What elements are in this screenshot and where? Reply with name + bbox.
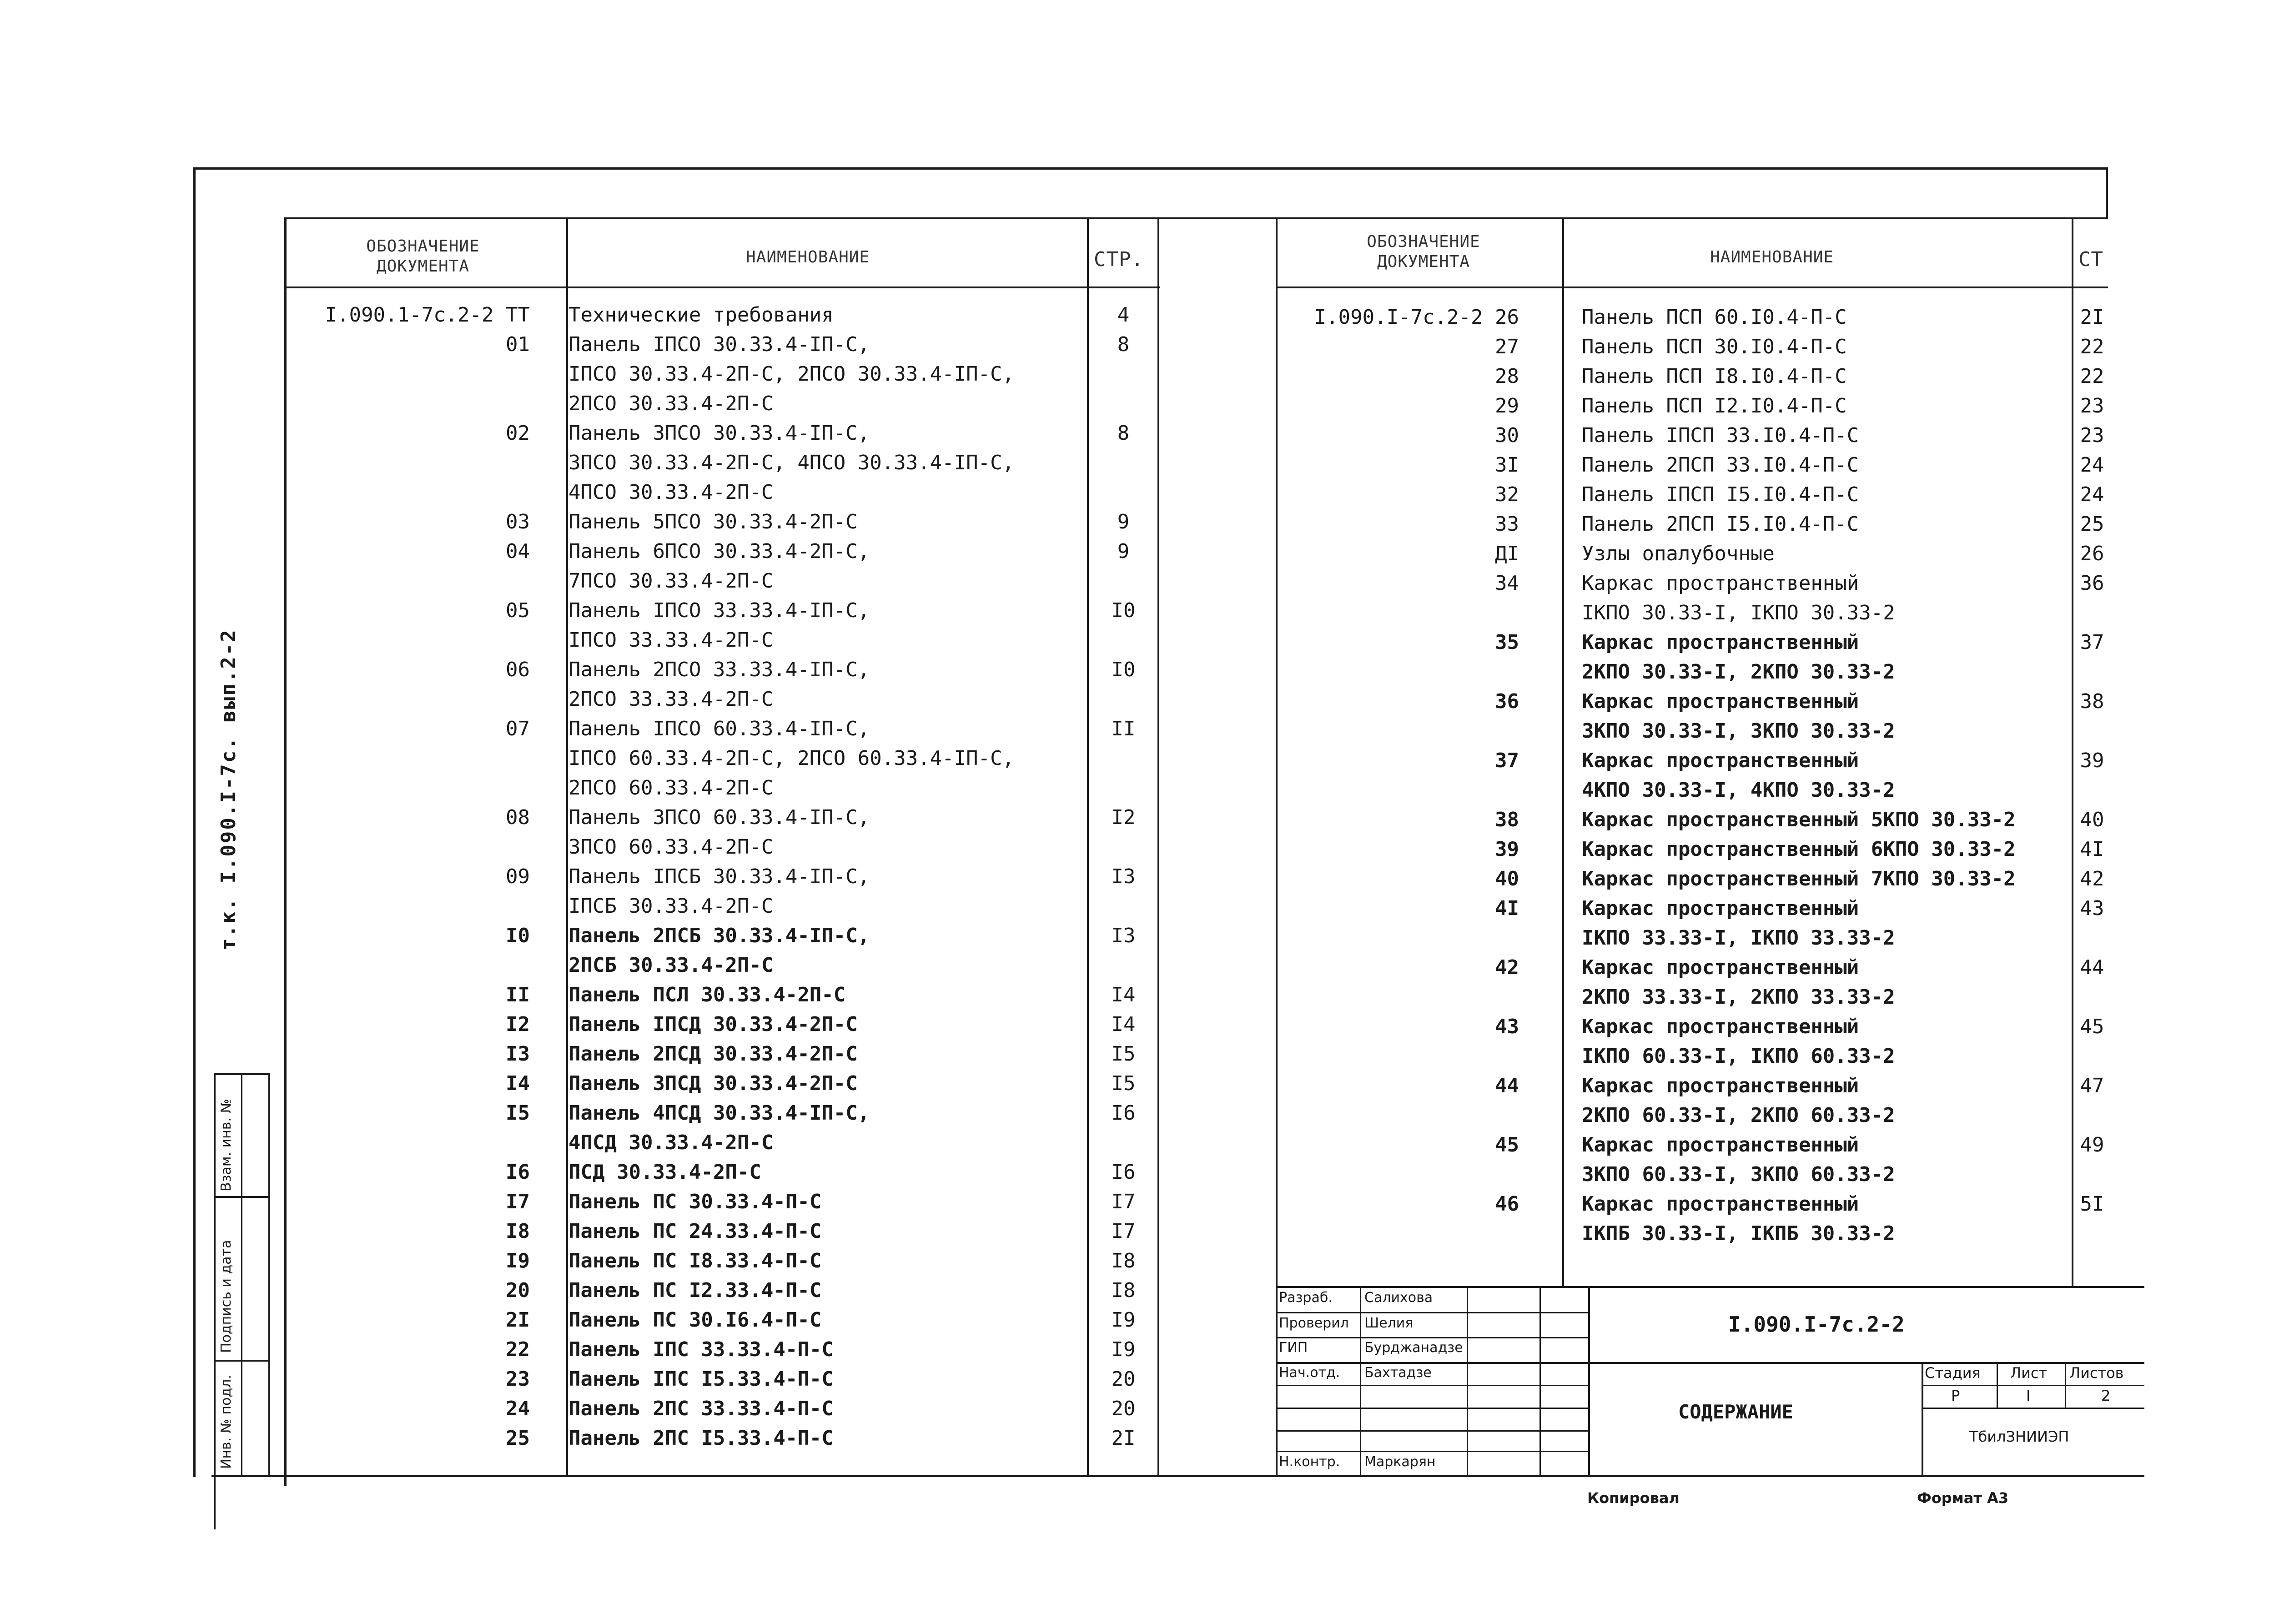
row-page: 40 [2080, 808, 2104, 831]
row-name-line: Панель ПС I8.33.4-П-С [568, 1249, 822, 1272]
row-name-line: Панель IПСО 30.33.4-IП-С, [568, 333, 870, 356]
tb-person: Шелия [1364, 1315, 1414, 1331]
tb-person: Маркарян [1364, 1454, 1436, 1470]
row-code: 20 [506, 1279, 530, 1302]
tb-stage-left [1922, 1362, 1923, 1475]
sheet-label: Лист [2010, 1364, 2048, 1382]
document-code: I.090.I-7с.2-2 [1728, 1312, 1905, 1337]
left-col-div2 [1087, 217, 1089, 1475]
tb-row3 [1276, 1362, 2144, 1364]
side-stamp-label-2: Подпись и дата [218, 1240, 234, 1353]
row-code: I5 [506, 1101, 530, 1125]
tb-col3 [1539, 1286, 1541, 1475]
row-code: 22 [506, 1338, 530, 1361]
row-page: I5 [1111, 1042, 1136, 1066]
row-page: 42 [2080, 867, 2104, 890]
row-code: I9 [506, 1249, 530, 1272]
row-page: II [1111, 717, 1136, 740]
row-name-line: Панель 3ПСО 30.33.4-IП-С, [568, 422, 870, 445]
tb-stage-col1 [1997, 1362, 1998, 1408]
tb-person: Бурджанадзе [1364, 1340, 1463, 1356]
row-code: I0 [506, 924, 530, 947]
tb-role: Проверил [1279, 1315, 1349, 1331]
row-code: 44 [1495, 1074, 1519, 1097]
row-code: 23 [506, 1368, 530, 1391]
row-code: 09 [506, 865, 530, 888]
row-name-line: Панель 2ПСБ 30.33.4-IП-С, [568, 924, 870, 947]
row-name-line: 2ПСО 30.33.4-2П-С [568, 392, 774, 415]
row-name-line: IПСО 30.33.4-2П-С, 2ПСО 30.33.4-IП-С, [568, 362, 1015, 386]
tb-row6 [1276, 1430, 1590, 1432]
row-name-line: Каркас пространственный [1582, 956, 1859, 979]
row-code: 05 [506, 599, 530, 622]
tb-person: Бахтадзе [1364, 1365, 1432, 1381]
row-page: I7 [1111, 1220, 1136, 1243]
right-header-name: НАИМЕНОВАНИЕ [1710, 248, 1834, 266]
row-name-line: Панель IПС 33.33.4-П-С [568, 1338, 834, 1361]
right-col-div2 [2072, 217, 2073, 1286]
tb-role: Нач.отд. [1279, 1365, 1340, 1381]
left-col-div1 [566, 217, 568, 1475]
row-page: 36 [2080, 572, 2104, 595]
row-name-line: Каркас пространственный 6КПО 30.33-2 [1582, 838, 2016, 861]
tb-role: Разраб. [1279, 1290, 1333, 1306]
row-code: 42 [1495, 956, 1519, 979]
row-name-line: ПСД 30.33.4-2П-С [568, 1161, 761, 1184]
row-page: 4I [2080, 838, 2104, 861]
row-code: 27 [1495, 335, 1519, 358]
left-header-designation: ОБОЗНАЧЕНИЕ ДОКУМЕНТА [366, 237, 480, 276]
row-code: I7 [506, 1190, 530, 1213]
row-name-line: Каркас пространственный [1582, 1015, 1859, 1038]
row-code: 07 [506, 717, 530, 740]
row-name-line: Панель 2ПСО 33.33.4-IП-С, [568, 658, 870, 681]
row-code: 01 [506, 333, 530, 356]
row-name-line: Панель ПСП I2.I0.4-П-С [1582, 394, 1847, 417]
side-stamp-mid [241, 1073, 242, 1475]
row-name-line: Панель 2ПСП 33.I0.4-П-С [1582, 453, 1859, 477]
row-page: I4 [1111, 1013, 1136, 1036]
row-code: 2I [506, 1308, 530, 1332]
row-code: I2 [506, 1013, 530, 1036]
row-name-line: Панель ПСЛ 30.33.4-2П-С [568, 983, 846, 1006]
tb-stage-row2 [1922, 1408, 2144, 1409]
row-code: I.090.I-7с.2-2 26 [1314, 306, 1519, 329]
row-name-line: 2КПО 60.33-I, 2КПО 60.33-2 [1582, 1104, 1895, 1127]
row-code: 03 [506, 510, 530, 533]
tb-col4 [1588, 1286, 1590, 1475]
row-code: 29 [1495, 394, 1519, 417]
row-name-line: Каркас пространственный [1582, 749, 1859, 772]
row-name-line: 2КПО 33.33-I, 2КПО 33.33-2 [1582, 985, 1895, 1009]
row-name-line: Панель 4ПСД 30.33.4-IП-С, [568, 1101, 870, 1125]
row-page: 23 [2080, 394, 2104, 417]
row-page: I5 [1111, 1072, 1136, 1095]
stage-label: Стадия [1925, 1364, 1981, 1382]
left-header-name: НАИМЕНОВАНИЕ [746, 248, 870, 266]
row-name-line: Каркас пространственный [1582, 572, 1859, 595]
row-page: 8 [1117, 333, 1130, 356]
row-name-line: Панель IПСБ 30.33.4-IП-С, [568, 865, 870, 888]
row-code: ДI [1495, 542, 1519, 565]
row-page: 2I [1111, 1427, 1136, 1450]
row-name-line: 2ПСБ 30.33.4-2П-С [568, 954, 774, 977]
tb-person: Салихова [1364, 1290, 1433, 1306]
row-page: 22 [2080, 365, 2104, 388]
row-code: 36 [1495, 690, 1519, 713]
row-page: 9 [1117, 510, 1130, 533]
row-name-line: 3КПО 60.33-I, 3КПО 60.33-2 [1582, 1163, 1895, 1186]
frame-right [2106, 167, 2108, 217]
tb-row2 [1276, 1337, 1590, 1338]
row-code: 4I [1495, 897, 1519, 920]
row-name-line: Панель 3ПСО 60.33.4-IП-С, [568, 806, 870, 829]
row-page: I6 [1111, 1101, 1136, 1125]
row-code: 3I [1495, 453, 1519, 477]
row-name-line: 4КПО 30.33-I, 4КПО 30.33-2 [1582, 779, 1895, 802]
row-name-line: 4ПСД 30.33.4-2П-С [568, 1131, 774, 1154]
organization: ТбилЗНИИЭП [1969, 1428, 2069, 1445]
row-code: 46 [1495, 1192, 1519, 1216]
tb-stage-row1 [1922, 1385, 2144, 1386]
row-page: 24 [2080, 483, 2104, 506]
row-page: I0 [1111, 658, 1136, 681]
row-code: 02 [506, 422, 530, 445]
row-page: 22 [2080, 335, 2104, 358]
row-code: 25 [506, 1427, 530, 1450]
row-code: 30 [1495, 424, 1519, 447]
row-name-line: Каркас пространственный [1582, 1133, 1859, 1156]
left-table-header-bottom [284, 287, 1160, 288]
row-page: I3 [1111, 865, 1136, 888]
row-code: 06 [506, 658, 530, 681]
row-page: 49 [2080, 1133, 2104, 1156]
row-name-line: 7ПСО 30.33.4-2П-С [568, 569, 774, 593]
sheet-value: I [2026, 1387, 2031, 1404]
row-name-line: Каркас пространственный [1582, 631, 1859, 654]
row-name-line: Каркас пространственный [1582, 690, 1859, 713]
inner-top [284, 217, 2108, 219]
row-name-line: Панель IПСП I5.I0.4-П-С [1582, 483, 1859, 506]
row-page: 37 [2080, 631, 2104, 654]
tb-role: ГИП [1279, 1340, 1308, 1356]
tb-col1 [1360, 1286, 1361, 1475]
right-header-page: СТ [2078, 248, 2103, 271]
sheet-title: СОДЕРЖАНИЕ [1678, 1401, 1793, 1423]
row-name-line: Панель IПСО 33.33.4-IП-С, [568, 599, 870, 622]
row-code: 37 [1495, 749, 1519, 772]
side-stamp-right [268, 1073, 270, 1475]
row-page: I2 [1111, 806, 1136, 829]
row-name-line: IПСО 60.33.4-2П-С, 2ПСО 60.33.4-IП-С, [568, 747, 1015, 770]
row-name-line: Панель ПС 24.33.4-П-С [568, 1220, 822, 1243]
row-name-line: 3ПСО 30.33.4-2П-С, 4ПСО 30.33.4-IП-С, [568, 451, 1015, 474]
row-name-line: IПСБ 30.33.4-2П-С [568, 895, 774, 918]
tb-role: Н.контр. [1279, 1454, 1340, 1470]
row-code: 39 [1495, 838, 1519, 861]
sheets-label: Листов [2069, 1364, 2124, 1382]
row-name-line: Узлы опалубочные [1582, 542, 1775, 565]
row-page: I4 [1111, 983, 1136, 1006]
row-name-line: Каркас пространственный 5КПО 30.33-2 [1582, 808, 2016, 831]
row-page: 39 [2080, 749, 2104, 772]
row-code: 43 [1495, 1015, 1519, 1038]
row-name-line: 4ПСО 30.33.4-2П-С [568, 481, 774, 504]
row-name-line: Панель 3ПСД 30.33.4-2П-С [568, 1072, 858, 1095]
row-page: 4 [1117, 303, 1130, 327]
row-name-line: IКПО 33.33-I, IКПО 33.33-2 [1582, 926, 1895, 950]
right-header-designation: ОБОЗНАЧЕНИЕ ДОКУМЕНТА [1367, 232, 1480, 271]
row-name-line: IПСО 33.33.4-2П-С [568, 628, 774, 652]
left-col-div3 [1157, 217, 1159, 1475]
side-label: т.к. I.090.I-7с. вып.2-2 [217, 628, 240, 950]
row-name-line: Панель 2ПСП I5.I0.4-П-С [1582, 513, 1859, 536]
tb-top [1276, 1286, 2144, 1288]
row-code: 38 [1495, 808, 1519, 831]
row-page: I6 [1111, 1161, 1136, 1184]
row-name-line: 2ПСО 33.33.4-2П-С [568, 688, 774, 711]
row-name-line: 2ПСО 60.33.4-2П-С [568, 776, 774, 799]
row-page: 43 [2080, 897, 2104, 920]
left-header-page: СТР. [1094, 248, 1144, 271]
row-name-line: Панель IПС I5.33.4-П-С [568, 1368, 834, 1391]
row-code: I.090.1-7с.2-2 ТТ [325, 303, 530, 327]
row-page: 2I [2080, 306, 2104, 329]
footer-format: Формат А3 [1917, 1489, 2009, 1507]
row-name-line: 3ПСО 60.33.4-2П-С [568, 835, 774, 859]
row-page: 47 [2080, 1074, 2104, 1097]
tb-stage-col2 [2065, 1362, 2066, 1408]
row-page: 44 [2080, 956, 2104, 979]
row-page: I0 [1111, 599, 1136, 622]
row-page: 8 [1117, 422, 1130, 445]
row-page: 5I [2080, 1192, 2104, 1216]
row-name-line: IКПО 60.33-I, IКПО 60.33-2 [1582, 1045, 1895, 1068]
tb-row7 [1276, 1451, 1590, 1452]
row-name-line: Каркас пространственный [1582, 897, 1859, 920]
frame-bottom [211, 1475, 2144, 1477]
row-page: I7 [1111, 1190, 1136, 1213]
row-code: I6 [506, 1161, 530, 1184]
tick-left [214, 1475, 216, 1529]
row-name-line: Панель ПС 30.I6.4-П-С [568, 1308, 822, 1332]
row-name-line: Панель IПСО 60.33.4-IП-С, [568, 717, 870, 740]
row-code: I3 [506, 1042, 530, 1066]
row-code: 45 [1495, 1133, 1519, 1156]
row-name-line: Каркас пространственный 7КПО 30.33-2 [1582, 867, 2016, 890]
row-page: 23 [2080, 424, 2104, 447]
row-name-line: IКПО 30.33-I, IКПО 30.33-2 [1582, 601, 1895, 624]
stage-value: Р [1951, 1387, 1960, 1404]
row-page: I3 [1111, 924, 1136, 947]
row-name-line: Панель IПСП 33.I0.4-П-С [1582, 424, 1859, 447]
right-table-header-bottom [1276, 287, 2108, 288]
row-code: 24 [506, 1397, 530, 1420]
side-stamp-label-3: Взам. инв. № [218, 1099, 234, 1192]
footer-copied: Копировал [1587, 1489, 1680, 1507]
row-page: 25 [2080, 513, 2104, 536]
row-page: I9 [1111, 1338, 1136, 1361]
tb-row5 [1276, 1408, 1590, 1409]
row-name-line: Панель ПС 30.33.4-П-С [568, 1190, 822, 1213]
row-code: I8 [506, 1220, 530, 1243]
row-code: 28 [1495, 365, 1519, 388]
right-col-div1 [1562, 217, 1564, 1286]
frame-left [193, 167, 196, 1477]
row-page: I8 [1111, 1249, 1136, 1272]
row-page: 45 [2080, 1015, 2104, 1038]
row-page: 38 [2080, 690, 2104, 713]
row-code: 08 [506, 806, 530, 829]
row-name-line: IКПБ 30.33-I, IКПБ 30.33-2 [1582, 1222, 1895, 1245]
row-code: I4 [506, 1072, 530, 1095]
row-name-line: Панель ПСП I8.I0.4-П-С [1582, 365, 1847, 388]
row-name-line: Технические требования [568, 303, 834, 327]
frame-top [193, 167, 2108, 170]
row-page: I9 [1111, 1308, 1136, 1332]
row-name-line: Каркас пространственный [1582, 1074, 1859, 1097]
side-stamp-label-1: Инв. № подл. [218, 1375, 234, 1469]
tb-row4 [1276, 1385, 1590, 1386]
row-page: 26 [2080, 542, 2104, 565]
row-name-line: Панель 2ПС 33.33.4-П-С [568, 1397, 834, 1420]
row-name-line: Каркас пространственный [1582, 1192, 1859, 1216]
row-page: 20 [1111, 1368, 1136, 1391]
row-page: 9 [1117, 540, 1130, 563]
row-name-line: 2КПО 30.33-I, 2КПО 30.33-2 [1582, 660, 1895, 684]
row-code: 40 [1495, 867, 1519, 890]
row-page: 20 [1111, 1397, 1136, 1420]
side-stamp-left [214, 1073, 216, 1475]
row-page: I8 [1111, 1279, 1136, 1302]
tb-col2 [1467, 1286, 1468, 1475]
row-code: II [506, 983, 530, 1006]
row-name-line: Панель ПСП 60.I0.4-П-С [1582, 306, 1847, 329]
row-name-line: Панель 2ПСД 30.33.4-2П-С [568, 1042, 858, 1066]
row-name-line: Панель 6ПСО 30.33.4-2П-С, [568, 540, 870, 563]
row-name-line: Панель ПС I2.33.4-П-С [568, 1279, 822, 1302]
row-code: 33 [1495, 513, 1519, 536]
tb-row1 [1276, 1312, 1590, 1313]
row-code: 34 [1495, 572, 1519, 595]
row-name-line: 3КПО 30.33-I, 3КПО 30.33-2 [1582, 719, 1895, 743]
row-code: 32 [1495, 483, 1519, 506]
row-name-line: Панель 5ПСО 30.33.4-2П-С [568, 510, 858, 533]
row-name-line: Панель ПСП 30.I0.4-П-С [1582, 335, 1847, 358]
row-page: 24 [2080, 453, 2104, 477]
row-name-line: Панель 2ПС I5.33.4-П-С [568, 1427, 834, 1450]
row-code: 35 [1495, 631, 1519, 654]
row-name-line: Панель IПСД 30.33.4-2П-С [568, 1013, 858, 1036]
row-code: 04 [506, 540, 530, 563]
sheets-value: 2 [2101, 1387, 2111, 1404]
